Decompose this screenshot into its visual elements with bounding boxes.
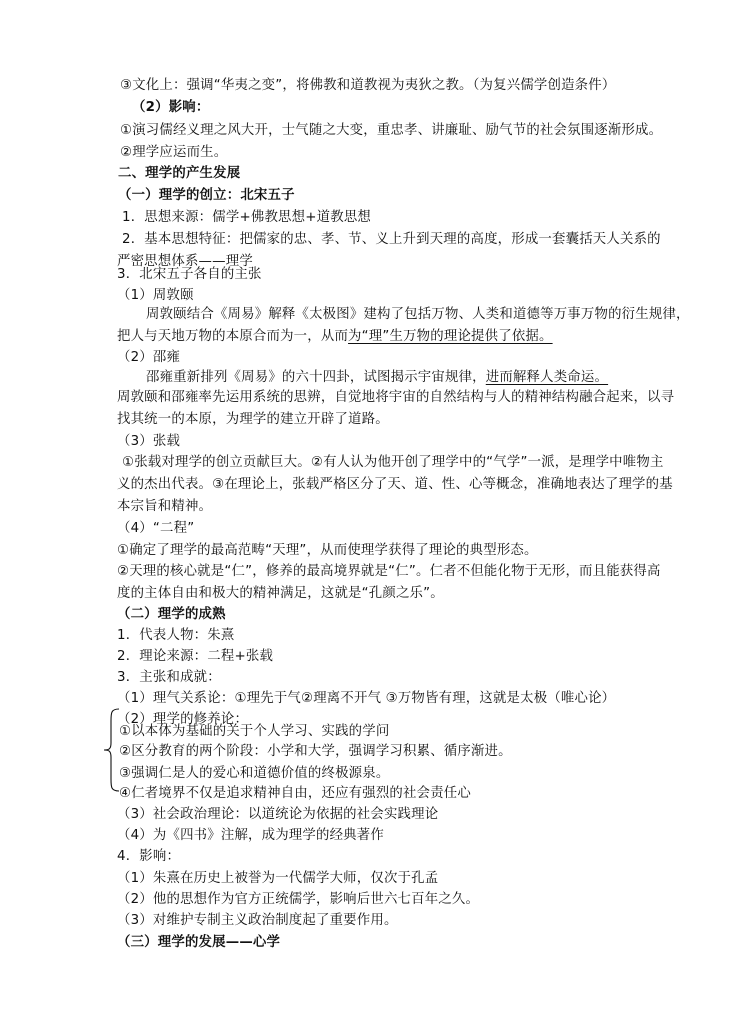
underlined-text: 进而解释人类命运。 <box>485 370 609 385</box>
text-line: ①张载对理学的创立贡献巨大。②有人认为他开创了理学中的“气学”一派，是理学中唯物主 <box>122 455 664 470</box>
text-line: 2．基本思想特征：把儒家的忠、孝、节、义上升到天理的高度，形成一套囊括天人关系的 <box>122 232 661 247</box>
list-item: ①以本体为基础的关于个人学习、实践的学问 <box>119 724 390 739</box>
section-heading-2: 二、理学的产生发展 <box>118 166 241 181</box>
text-line: 邵雍重新排列《周易》的六十四卦，试图揭示宇宙规律，进而解释人类命运。 <box>146 370 609 385</box>
influence-heading: （2）影响： <box>132 100 210 115</box>
text-line: 把人与天地万物的本原合而为一，从而为“理”生万物的理论提供了依据。 <box>117 329 553 344</box>
influence-point-1: ①演习儒经义理之风大开，士气随之大变，重忠孝、讲廉耻、励气节的社会氛围逐渐形成。 <box>120 123 663 138</box>
text-line: 义的杰出代表。③在理论上，张载严格区分了天、道、性、心等概念，准确地表达了理学的基 <box>117 477 673 492</box>
text-line: ①确定了理学的最高范畴“天理”，从而使理学获得了理论的典型形态。 <box>117 543 538 558</box>
text-line: （3）社会政治理论：以道统论为依据的社会实践理论 <box>117 807 439 822</box>
subheading: （1）周敦颐 <box>117 288 194 303</box>
text-line: 2．理论来源：二程+张载 <box>117 649 274 664</box>
text-line: （2）他的思想作为官方正统儒学，影响后世六七百年之久。 <box>117 892 480 907</box>
culture-point: ③文化上：强调“华夷之变”，将佛教和道教视为夷狄之教。（为复兴儒学创造条件） <box>120 78 616 93</box>
list-item: ③强调仁是人的爱心和道德价值的终极源泉。 <box>119 766 390 781</box>
text-line: 严密思想体系——理学 <box>117 254 253 269</box>
text-line: （4）为《四书》注解，成为理学的经典著作 <box>117 828 384 843</box>
subsection-heading-1: （一）理学的创立：北宋五子 <box>118 188 295 203</box>
subsection-heading-2: （二）理学的成熟 <box>117 607 226 622</box>
text-line: 本宗旨和精神。 <box>117 499 213 514</box>
underlined-text: 为“理”生万物的理论提供了依据。 <box>348 329 553 344</box>
influence-point-2: ②理学应运而生。 <box>120 145 228 160</box>
text-line: （1）朱熹在历史上被誉为一代儒学大师，仅次于孔孟 <box>117 871 439 886</box>
text-line: ②天理的核心就是“仁”，修养的最高境界就是“仁”。仁者不但能化物于无形，而且能获得高 <box>117 564 661 579</box>
text-line: 周敦颐结合《周易》解释《太极图》建构了包括万物、人类和道德等万事万物的衍生规律， <box>146 307 690 322</box>
text-line: 找其统一的本原，为理学的建立开辟了道路。 <box>117 412 389 427</box>
text-line: 4．影响： <box>117 849 181 864</box>
list-item: ④仁者境界不仅是追求精神自由，还应有强烈的社会责任心 <box>119 786 471 801</box>
text-line: 3．北宋五子各自的主张 <box>117 267 262 282</box>
text-line: 3．主张和成就： <box>117 670 221 685</box>
subsection-heading-3: （三）理学的发展——心学 <box>117 935 281 950</box>
subheading: （4）“二程” <box>117 521 195 536</box>
text-line: 周敦颐和邵雍率先运用系统的思辨，自觉地将宇宙的自然结构与人的精神结构融合起来，以寻 <box>117 390 675 405</box>
text-line: 1．代表人物：朱熹 <box>117 628 235 643</box>
text-line: 1．思想来源：儒学+佛教思想+道教思想 <box>122 210 372 225</box>
text-line: （1）理气关系论：①理先于气②理离不开气 ③万物皆有理，这就是太极（唯心论） <box>117 691 616 706</box>
subheading: （2）邵雍 <box>117 350 181 365</box>
text-line: 度的主体自由和极大的精神满足，这就是“孔颜之乐”。 <box>117 586 444 601</box>
list-item: ②区分教育的两个阶段：小学和大学，强调学习积累、循序渐进。 <box>119 744 512 759</box>
subheading: （3）张载 <box>117 434 181 449</box>
subheading: （2）理学的修养论： <box>117 712 249 727</box>
text-line: （3）对维护专制主义政治制度起了重要作用。 <box>117 913 398 928</box>
